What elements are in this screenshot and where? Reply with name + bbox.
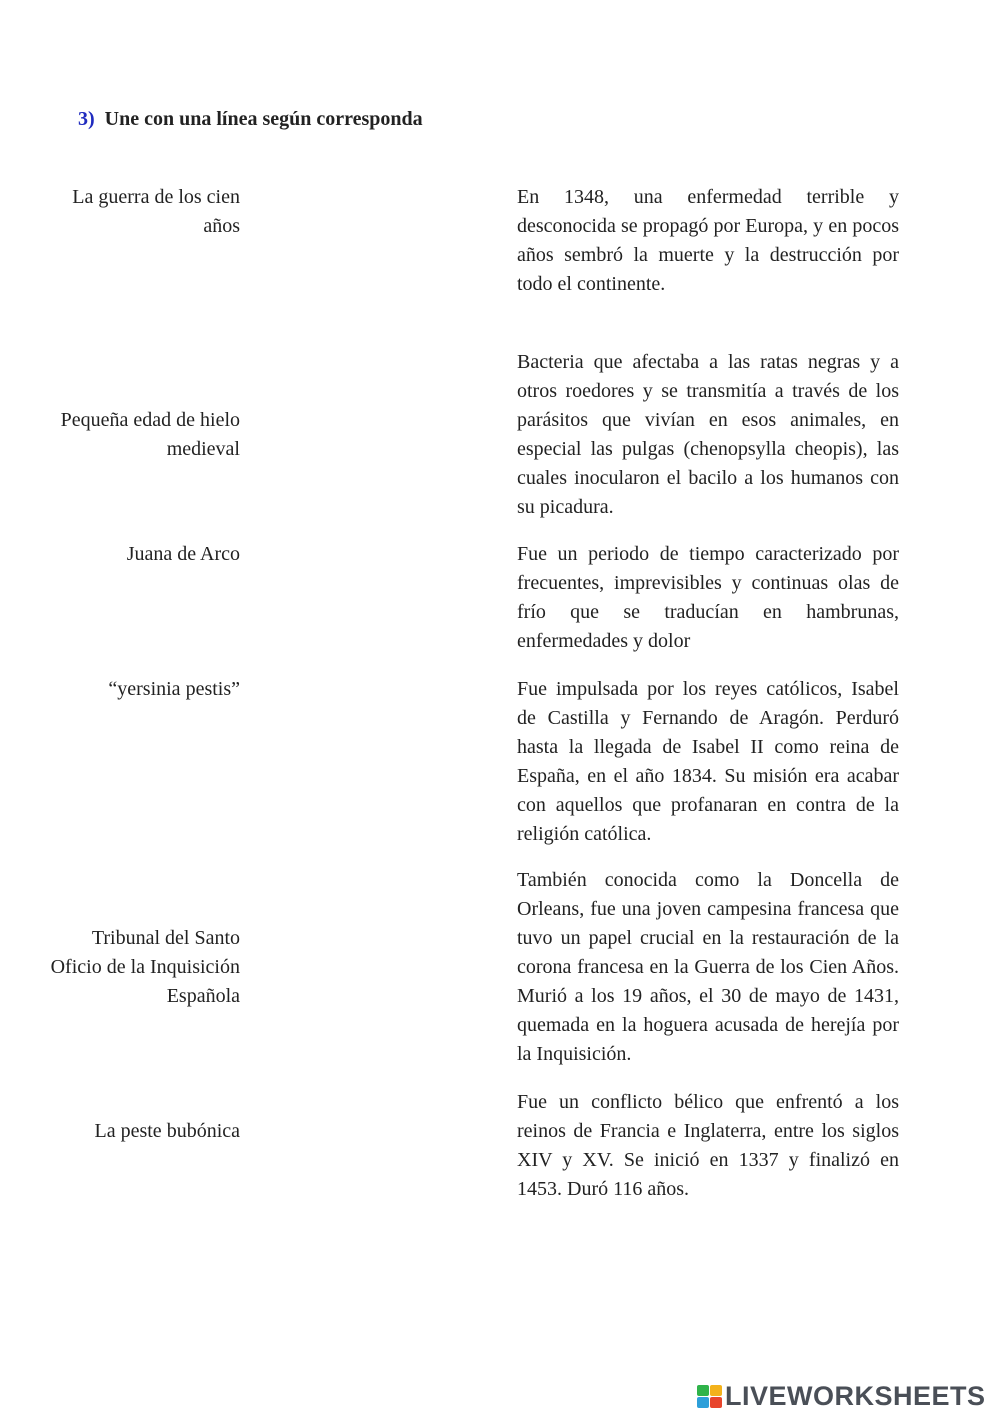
definition-item[interactable]: Fue impulsada por los reyes católicos, Isabel de Castilla y Fernando de Aragón. Perduró hasta la llegada de Isabel II como reina de España, en el año 1834. Su misión era acabar con aquellos que profanaran en contra de la religión católica. bbox=[517, 678, 899, 845]
logo-square-bl bbox=[697, 1397, 709, 1408]
logo-square-w bbox=[710, 1397, 722, 1408]
exercise-number: 3) bbox=[78, 108, 95, 130]
brand-name: LIVEWORKSHEETS bbox=[725, 1380, 986, 1411]
liveworksheets-logo bbox=[697, 1380, 986, 1412]
definition-item[interactable]: Fue un periodo de tiempo caracterizado por frecuentes, imprevisibles y continuas olas de frío que se traducían en hambrunas, enfermedades y dolor bbox=[517, 543, 899, 652]
logo-square-l bbox=[697, 1385, 709, 1396]
term-item[interactable]: Juana de Arco bbox=[126, 543, 240, 565]
exercise-instruction: Une con una línea según corresponda bbox=[104, 108, 423, 130]
definition-item[interactable]: En 1348, una enfermedad terrible y desconocida se propagó por Europa, y en pocos años sembró la muerte y la destrucción por todo el continente. bbox=[517, 186, 899, 295]
definition-item[interactable]: También conocida como la Doncella de Orleans, fue una joven campesina francesa que tuvo un papel crucial en la restauración de la corona francesa en la Guerra de los Cien Años. Murió a los 19 años, el 30 de mayo de 1431, quemada en la hoguera acusada de herejía por la Inquisición. bbox=[517, 869, 899, 1065]
term-item[interactable]: La guerra de los cien años bbox=[72, 186, 240, 237]
exercise-heading bbox=[78, 105, 423, 133]
logo-square-tr bbox=[710, 1385, 722, 1396]
term-item[interactable]: “yersinia pestis” bbox=[108, 678, 240, 700]
term-item[interactable]: Tribunal del Santo Oficio de la Inquisición Española bbox=[50, 927, 240, 1007]
definition-item[interactable]: Fue un conflicto bélico que enfrentó a los reinos de Francia e Inglaterra, entre los siglos XIV y XV. Se inició en 1337 y finalizó en 1453. Duró 116 años. bbox=[517, 1091, 899, 1200]
brand-logo-icon bbox=[697, 1385, 722, 1408]
term-item[interactable]: Pequeña edad de hielo medieval bbox=[60, 409, 240, 460]
definition-item[interactable]: Bacteria que afectaba a las ratas negras y a otros roedores y se transmitía a través de los parásitos que vivían en esos animales, en especial las pulgas (chenopsylla cheopis), las cuales inocularon el bacilo a los humanos con su picadura. bbox=[517, 351, 899, 518]
term-item[interactable]: La peste bubónica bbox=[94, 1120, 240, 1142]
